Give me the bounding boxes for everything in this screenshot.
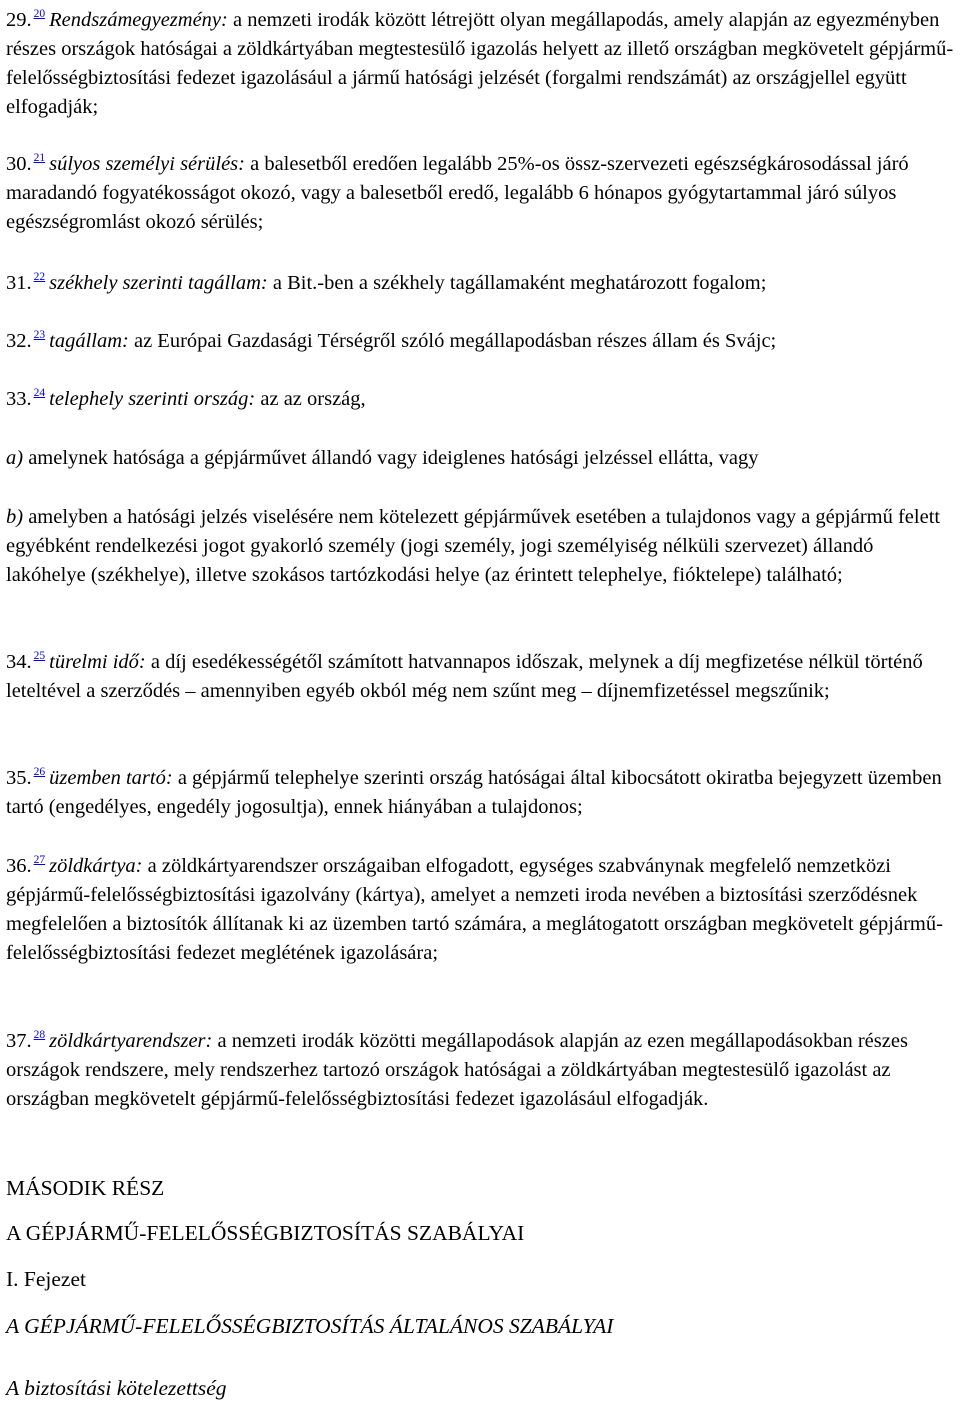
item-number: 32. (6, 330, 32, 352)
item-number: 31. (6, 272, 32, 294)
defined-term: zöldkártya: (49, 855, 143, 877)
footnote-link-23[interactable]: 23 (33, 329, 46, 341)
footnote-link-25[interactable]: 25 (33, 650, 46, 662)
subpoint-text: amelyben a hatósági jelzés viselésére nem kötelezett gépjárművek esetében a tulajdonos vagy a gépjármű felett egyébként rendelkezési jogot gyakorló személy (jogi személy, jogi személyiség nélküli szervezet) állandó lakóhelye (székhelye), illetve szokásos tartózkodási helye (az érintett telephelye, fióktelepe) található; (6, 506, 941, 586)
definition-text: a Bit.-ben a székhely tagállamaként meghatározott fogalom; (267, 272, 767, 294)
item-number: 29. (6, 9, 32, 31)
subpoint-a (6, 444, 958, 473)
definition-text: a nemzeti irodák között létrejött olyan megállapodás, amely alapján az egyezményben részes országok hatóságai a zöldkártyában megtestesülő igazolás helyett az illető országban megkövetelt gépjármű-felelősségbiztosítási fedezet igazolásául a jármű hatósági jelzését (forgalmi rendszámát) az országjellel együtt elfogadják; (6, 9, 954, 118)
defined-term: zöldkártyarendszer: (49, 1030, 213, 1052)
part-heading: MÁSODIK RÉSZ (6, 1176, 165, 1200)
chapter-heading: I. Fejezet (6, 1267, 86, 1291)
definition-29 (6, 6, 958, 122)
definition-text: a díj esedékességétől számított hatvannapos időszak, melynek a díj megfizetése nélkül történő leteltével a szerződés – amennyiben egyéb okból még nem szűnt meg – díjnemfizetéssel megszűnik; (6, 651, 923, 702)
part-title: A GÉPJÁRMŰ-FELELŐSSÉGBIZTOSÍTÁS SZABÁLYAI (6, 1221, 525, 1245)
definition-31 (6, 269, 958, 298)
section-title: A biztosítási kötelezettség (6, 1376, 227, 1400)
item-number: 35. (6, 767, 32, 789)
defined-term: üzemben tartó: (49, 767, 173, 789)
subpoint-b (6, 503, 958, 590)
definition-text: a balesetből eredően legalább 25%-os össz-szervezeti egészségkárosodással járó maradandó fogyatékosságot okozó, vagy a balesetből eredő, legalább 6 hónapos gyógytartammal járó súlyos egészségromlást okozó sérülés; (6, 153, 909, 233)
definition-34 (6, 648, 958, 706)
footnote-link-27[interactable]: 27 (33, 854, 46, 866)
definition-37 (6, 1027, 958, 1114)
footnote-link-24[interactable]: 24 (33, 387, 46, 399)
item-number: 33. (6, 388, 32, 410)
definition-text: a nemzeti irodák közötti megállapodások alapján az ezen megállapodásokban részes országok rendszere, mely rendszerhez tartozó országok hatóságai a zöldkártyában megtestesülő igazolást az országban megkövetelt gépjármű-felelősségbiztosítási fedezet igazolásául elfogadják. (6, 1030, 908, 1110)
item-number: 30. (6, 153, 32, 175)
defined-term: székhely szerinti tagállam: (49, 272, 268, 294)
footnote-link-22[interactable]: 22 (33, 271, 46, 283)
definition-30 (6, 150, 958, 237)
definition-35 (6, 764, 958, 822)
defined-term: türelmi idő: (49, 651, 146, 673)
defined-term: telephely szerinti ország: (49, 388, 256, 410)
item-number: 36. (6, 855, 32, 877)
definition-text: a zöldkártyarendszer országaiban elfogadott, egységes szabványnak megfelelő nemzetközi gépjármű-felelősségbiztosítási igazolvány (kártya), amelyet a nemzeti iroda nevében a biztosítási szerződésnek megfelelően a biztosítók állítanak ki az üzemben tartó számára, a meglátogatott országban megkövetelt gépjármű-felelősségbiztosítási fedezet meglétének igazolására; (6, 855, 943, 964)
item-number: 37. (6, 1030, 32, 1052)
definition-text: az az ország, (255, 388, 366, 410)
defined-term: Rendszámegyezmény: (49, 9, 228, 31)
subpoint-label: a) (6, 447, 24, 469)
definition-32 (6, 327, 958, 356)
definition-text: a gépjármű telephelye szerinti ország hatóságai által kibocsátott okiratba bejegyzett üzemben tartó (engedélyes, engedély jogosultja), ennek hiányában a tulajdonos; (6, 767, 942, 818)
footnote-link-20[interactable]: 20 (33, 8, 46, 20)
defined-term: tagállam: (49, 330, 129, 352)
footnote-link-21[interactable]: 21 (33, 152, 46, 164)
item-number: 34. (6, 651, 32, 673)
definition-text: az Európai Gazdasági Térségről szóló megállapodásban részes állam és Svájc; (128, 330, 777, 352)
footnote-link-26[interactable]: 26 (33, 766, 46, 778)
footnote-link-28[interactable]: 28 (33, 1029, 46, 1041)
definition-33 (6, 385, 958, 414)
subpoint-text: amelynek hatósága a gépjárművet állandó vagy ideiglenes hatósági jelzéssel ellátta, vagy (23, 447, 759, 469)
chapter-title: A GÉPJÁRMŰ-FELELŐSSÉGBIZTOSÍTÁS ÁLTALÁNOS SZABÁLYAI (6, 1314, 614, 1338)
defined-term: súlyos személyi sérülés: (49, 153, 245, 175)
definition-36 (6, 852, 958, 968)
subpoint-label: b) (6, 506, 24, 528)
